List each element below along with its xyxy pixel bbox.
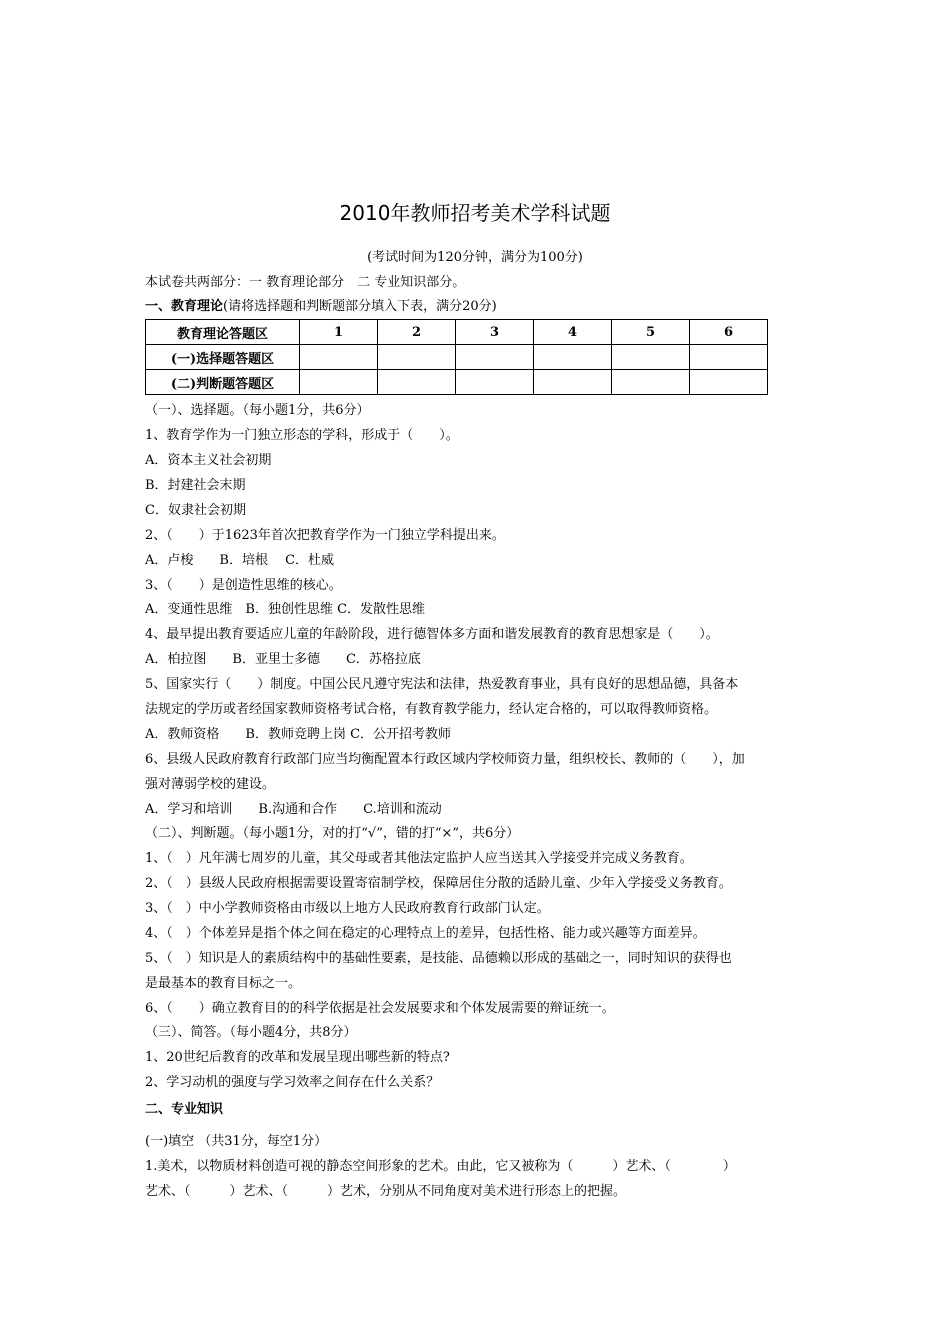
answer-cell xyxy=(378,345,456,370)
fill-heading: (一)填空 （共31分，每空1分） xyxy=(145,1134,328,1149)
short-answer-line: 1、20世纪后教育的改革和发展呈现出哪些新的特点? xyxy=(145,1050,450,1065)
answer-cell xyxy=(456,370,534,395)
question-line: 4、最早提出教育要适应儿童的年龄阶段，进行德智体多方面和谐发展教育的教育思想家是（ ）。 xyxy=(145,627,719,642)
question-line: 6、县级人民政府教育行政部门应当均衡配置本行政区域内学校师资力量，组织校长、教师的（ ），加 xyxy=(145,752,745,767)
option-line: A．柏拉图 B．亚里士多德 C．苏格拉底 xyxy=(145,652,421,667)
exam-subtitle: (考试时间为120分钟，满分为100分) xyxy=(367,250,583,265)
answer-table-col-4: 4 xyxy=(534,320,612,345)
judge-line: 4、（ ）个体差异是指个体之间在稳定的心理特点上的差异，包括性格、能力或兴趣等方面差异。 xyxy=(145,926,706,941)
answer-cell xyxy=(534,370,612,395)
part2-heading: 二、专业知识 xyxy=(145,1102,224,1117)
answer-cell xyxy=(456,345,534,370)
part1-heading-line xyxy=(145,299,810,315)
section-short-answer-heading: （三）、简答。（每小题4分，共8分） xyxy=(145,1025,357,1040)
question-line: 1、教育学作为一门独立形态的学科，形成于（ ）。 xyxy=(145,428,459,443)
answer-cell xyxy=(612,345,690,370)
judge-line: 5、（ ）知识是人的素质结构中的基础性要素，是技能、品德赖以形成的基础之一，同时知识的获得也 xyxy=(145,951,732,966)
question-line: 强对薄弱学校的建设。 xyxy=(145,777,276,792)
judge-line: 2、（ ）县级人民政府根据需要设置寄宿制学校，保障居住分散的适龄儿童、少年入学接受义务教育。 xyxy=(145,876,732,891)
answer-table-row-label: (一)选择题答题区 xyxy=(146,345,300,370)
section-choice-heading: （一）、选择题。（每小题1分，共6分） xyxy=(145,403,370,418)
answer-table-col-5: 5 xyxy=(612,320,690,345)
option-line: A．资本主义社会初期 xyxy=(145,453,272,468)
part1-note: (请将选择题和判断题部分填入下表，满分20分) xyxy=(223,299,497,314)
answer-cell xyxy=(300,370,378,395)
fill-question-line: 艺术、（ ）艺术、（ ）艺术，分别从不同角度对美术进行形态上的把握。 xyxy=(145,1184,627,1199)
option-line: B．封建社会末期 xyxy=(145,478,246,493)
fill-question-line: 1.美术，以物质材料创造可视的静态空间形象的艺术。由此，它又被称为（ ）艺术、（ ） xyxy=(145,1159,736,1174)
answer-table-header-label: 教育理论答题区 xyxy=(146,320,300,345)
option-line: A．变通性思维 B．独创性思维 C．发散性思维 xyxy=(145,602,426,617)
answer-table-col-3: 3 xyxy=(456,320,534,345)
answer-cell xyxy=(300,345,378,370)
judge-line: 1、（ ）凡年满七周岁的儿童，其父母或者其他法定监护人应当送其入学接受并完成义务教育。 xyxy=(145,851,693,866)
answer-table-row-choice xyxy=(146,345,768,370)
judge-line: 6、（ ）确立教育目的的科学依据是社会发展要求和个体发展需要的辩证统一。 xyxy=(145,1001,615,1016)
answer-cell xyxy=(534,345,612,370)
answer-table-row-judge xyxy=(146,370,768,395)
answer-cell xyxy=(378,370,456,395)
option-line: A．卢梭 B．培根 C．杜威 xyxy=(145,553,335,568)
answer-table-col-1: 1 xyxy=(300,320,378,345)
answer-table-col-2: 2 xyxy=(378,320,456,345)
answer-table-header-row xyxy=(146,320,768,345)
question-line: 5、国家实行（ ）制度。中国公民凡遵守宪法和法律，热爱教育事业，具有良好的思想品德，具备本 xyxy=(145,677,739,692)
option-line: A．学习和培训 B.沟通和合作 C.培训和流动 xyxy=(145,802,442,817)
answer-cell xyxy=(612,370,690,395)
exam-intro: 本试卷共两部分：一 教育理论部分 二 专业知识部分。 xyxy=(145,275,466,290)
exam-title: 2010年教师招考美术学科试题 xyxy=(339,201,611,225)
answer-cell xyxy=(690,345,768,370)
option-line: C．奴隶社会初期 xyxy=(145,503,246,518)
section-judge-heading: （二）、判断题。（每小题1分，对的打“√”，错的打“×”，共6分） xyxy=(145,826,520,841)
part1-heading: 一、教育理论 xyxy=(145,299,224,314)
question-line: 2、（ ）于1623年首次把教育学作为一门独立学科提出来。 xyxy=(145,528,505,543)
option-line: A．教师资格 B．教师竞聘上岗 C．公开招考教师 xyxy=(145,727,452,742)
answer-table-row-label: (二)判断题答题区 xyxy=(146,370,300,395)
answer-cell xyxy=(690,370,768,395)
judge-line: 3、（ ）中小学教师资格由市级以上地方人民政府教育行政部门认定。 xyxy=(145,901,550,916)
answer-table-col-6: 6 xyxy=(690,320,768,345)
judge-line: 是最基本的教育目标之一。 xyxy=(145,976,302,991)
short-answer-line: 2、学习动机的强度与学习效率之间存在什么关系？ xyxy=(145,1075,440,1090)
question-line: 法规定的学历或者经国家教师资格考试合格，有教育教学能力，经认定合格的，可以取得教师资格。 xyxy=(145,702,718,717)
question-line: 3、（ ）是创造性思维的核心。 xyxy=(145,578,342,593)
answer-table xyxy=(145,319,768,395)
